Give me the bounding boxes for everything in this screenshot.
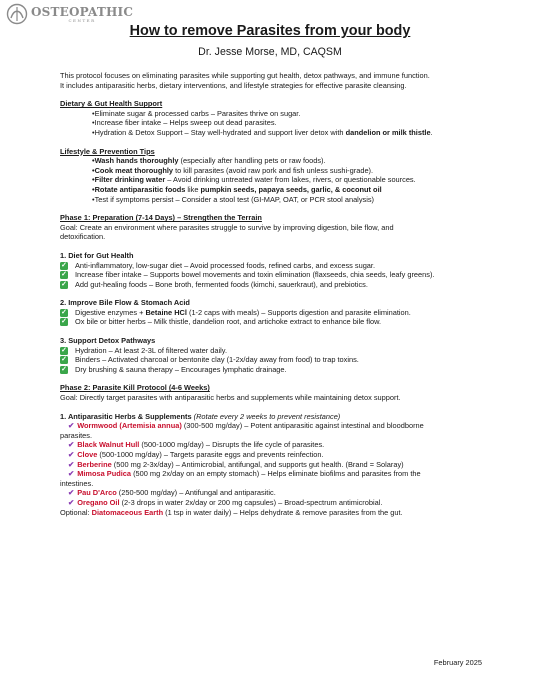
herb-item: ✔ Black Walnut Hull (500-1000 mg/day) – Disrupts the life cycle of parasites. [68,440,325,450]
herb-item-continued: parasites. [60,430,93,440]
section-heading-phase-1: Phase 1: Preparation (7-14 Days) – Strengthen the Terrain [60,213,262,223]
check-item: ✓ Digestive enzymes + Betaine HCl (1-2 caps with meals) – Supports digestion and parasite elimination. [61,307,411,317]
check-item: ✓ Binders – Activated charcoal or bentonite clay (1-2x/day away from food) to trap toxins. [61,355,359,365]
herb-item: ✔ Oregano Oil (2-3 drops in water 2x/day or 200 mg capsules) – Broad-spectrum antimicrobial. [68,497,383,507]
check-item: ✓ Increase fiber intake – Supports bowel movements and toxin elimination (flaxseeds, chia seeds, leafy greens). [61,270,435,280]
list-item: •Increase fiber intake – Helps sweep out dead parasites. [92,118,277,128]
check-mark-icon: ✔ [68,421,75,431]
list-item: •Rotate antiparasitic foods like pumpkin seeds, papaya seeds, garlic, & coconut oil [92,184,382,194]
check-mark-icon: ✓ [61,346,67,354]
goal-line: Goal: Directly target parasites with antiparasitic herbs and supplements while maintaining detox support. [60,393,401,403]
subheading-detox: 3. Support Detox Pathways [60,336,156,346]
check-mark-icon: ✔ [68,450,75,459]
check-item: ✓ Add gut-healing foods – Bone broth, fermented foods (kimchi, sauerkraut), and prebiotics. [61,279,368,289]
herb-item: ✔ Mimosa Pudica (500 mg 2x/day on an empty stomach) – Helps eliminate biofilms and parasites from the [68,469,421,479]
logo-main-text: OSTEOPATHIC [31,5,134,19]
herb-item: ✔ Wormwood (Artemisia annua) (300-500 mg/day) – Potent antiparasitic against intestinal and bloodborne [68,421,424,431]
check-mark-icon: ✓ [61,280,67,288]
check-item: ✓ Dry brushing & sauna therapy – Encourages lymphatic drainage. [61,364,287,374]
section-heading-lifestyle: Lifestyle & Prevention Tips [60,146,155,156]
check-item: ✓ Anti-inflammatory, low-sugar diet – Avoid processed foods, refined carbs, and excess sugar. [61,260,376,270]
optional-line: Optional: Diatomaceous Earth (1 tsp in water daily) – Helps dehydrate & remove parasites from the gut. [60,507,403,517]
check-mark-icon: ✓ [61,318,67,326]
list-item: •Test if symptoms persist – Consider a stool test (GI-MAP, OAT, or PCR stool analysis) [92,194,375,204]
section-heading-phase-2: Phase 2: Parasite Kill Protocol (4-6 Weeks) [60,383,210,393]
herb-item: ✔ Pau D'Arco (250-500 mg/day) – Antifungal and antiparasitic. [68,488,276,498]
check-item: ✓ Hydration – At least 2-3L of filtered water daily. [61,345,227,355]
goal-line: Goal: Create an environment where parasites struggle to survive by improving digestion, bile flow, and [60,222,394,232]
herb-item: ✔ Clove (500-1000 mg/day) – Targets parasite eggs and prevents reinfection. [68,450,324,459]
check-mark-icon: ✔ [68,488,75,498]
check-item: ✓ Ox bile or bitter herbs – Milk thistle, dandelion root, and artichoke extract to enhance bile flow. [61,317,382,327]
intro-line: It includes antiparasitic herbs, dietary interventions, and lifestyle strategies for effective parasite cleansing. [60,80,407,90]
check-mark-icon: ✓ [61,271,67,279]
section-heading-dietary: Dietary & Gut Health Support [60,99,163,109]
author-line: Dr. Jesse Morse, MD, CAQSM [198,46,342,58]
herb-item: ✔ Berberine (500 mg 2-3x/day) – Antimicrobial, antifungal, and supports gut health. (Brand = Solaray) [68,459,404,469]
logo-sub-text: CENTER [68,18,96,23]
subheading-bile: 2. Improve Bile Flow & Stomach Acid [60,298,190,308]
list-item: •Eliminate sugar & processed carbs – Parasites thrive on sugar. [92,108,301,118]
subheading-herbs: 1. Antiparasitic Herbs & Supplements (Rotate every 2 weeks to prevent resistance) [60,411,341,421]
list-item: •Cook meat thoroughly to kill parasites (avoid raw pork and fish unless sushi-grade). [92,165,374,175]
herb-item-continued: intestines. [60,478,94,488]
goal-line: detoxification. [60,232,106,242]
list-item: •Hydration & Detox Support – Stay well-hydrated and support liver detox with dandelion or milk thistle. [92,127,433,137]
check-mark-icon: ✔ [68,440,75,450]
check-mark-icon: ✔ [68,459,75,469]
check-mark-icon: ✓ [61,261,67,269]
subheading-diet: 1. Diet for Gut Health [60,250,134,260]
document-body [60,71,484,517]
document-date: February 2025 [433,658,482,667]
check-mark-icon: ✔ [68,497,75,507]
check-mark-icon: ✓ [61,308,67,316]
check-mark-icon: ✔ [68,469,75,479]
list-item: •Wash hands thoroughly (especially after handling pets or raw foods). [92,156,326,166]
check-mark-icon: ✓ [61,356,67,364]
document-title: How to remove Parasites from your body [129,23,411,39]
intro-line: This protocol focuses on eliminating parasites while supporting gut health, detox pathways, and immune function. [60,71,430,80]
list-item: •Filter drinking water – Avoid drinking untreated water from lakes, rivers, or questionable sources. [92,175,416,185]
check-mark-icon: ✓ [61,365,67,373]
